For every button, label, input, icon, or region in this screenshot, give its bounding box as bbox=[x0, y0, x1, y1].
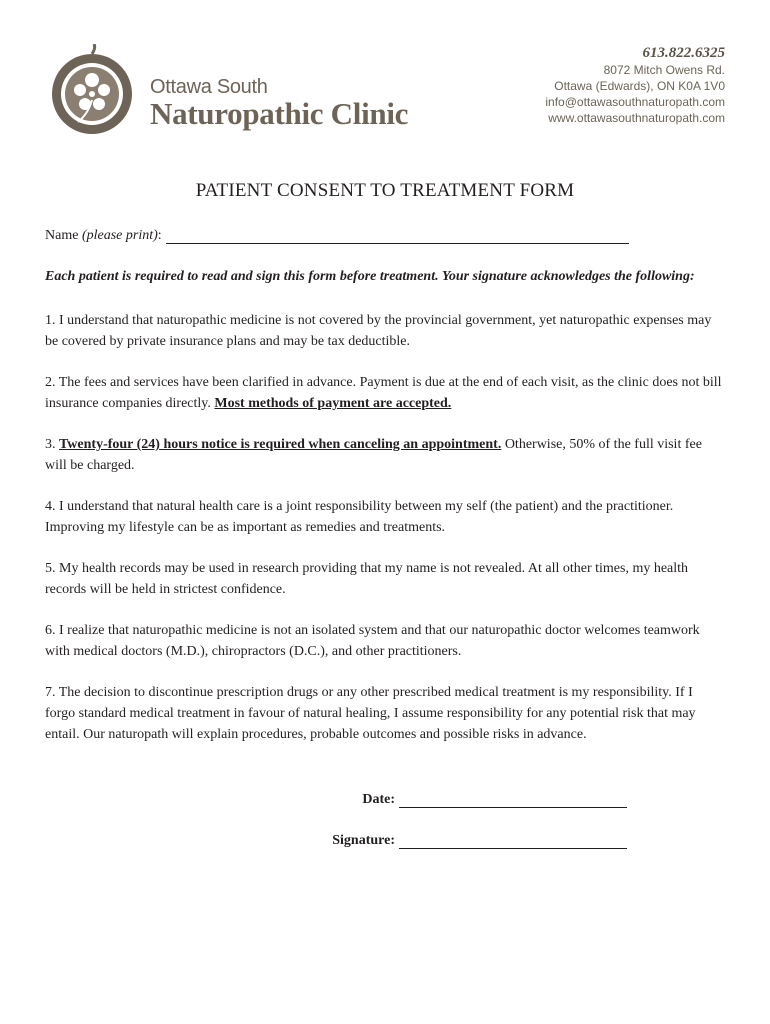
consent-item-2-emphasis: Most methods of payment are accepted. bbox=[214, 396, 452, 411]
brand-subtitle: Ottawa South bbox=[150, 76, 268, 98]
flower-logo-icon bbox=[48, 44, 136, 136]
consent-item-6: 6. I realize that naturopathic medicine is not an isolated system and that our naturopathic doctor welcomes teamwork with medical doctors (M.D.), chiropractors (D.C.), and other practitioners. bbox=[45, 623, 700, 659]
consent-item-3 bbox=[45, 434, 725, 476]
clinic-address-line2: Ottawa (Edwards), ON K0A 1V0 bbox=[554, 79, 725, 93]
consent-item-4: 4. I understand that natural health care is a joint responsibility between my self (the patient) and the practitioner. Improving my lifestyle can be as important as remedies and treatments. bbox=[45, 499, 674, 535]
consent-item-3-emphasis: Twenty-four (24) hours notice is required when canceling an appointment. bbox=[59, 437, 502, 452]
consent-item-2 bbox=[45, 372, 725, 414]
contact-block bbox=[545, 44, 725, 126]
consent-item-7: 7. The decision to discontinue prescription drugs or any other prescribed medical treatment is my responsibility. If I forgo standard medical treatment in favour of natural healing, I assume responsibility for any potential risk that may entail. Our naturopath will explain procedures, probable outcomes and possible risks in advance. bbox=[45, 685, 696, 742]
form-title: PATIENT CONSENT TO TREATMENT FORM bbox=[195, 180, 575, 201]
signature-label: Signature: bbox=[332, 833, 395, 848]
consent-item-5: 5. My health records may be used in research providing that my name is not revealed. At all other times, my health records will be held in strictest confidence. bbox=[45, 561, 689, 597]
clinic-email: info@ottawasouthnaturopath.com bbox=[545, 95, 725, 109]
name-label: Name bbox=[45, 228, 79, 243]
brand-name: Naturopathic Clinic bbox=[150, 96, 409, 131]
clinic-phone: 613.822.6325 bbox=[642, 45, 725, 61]
signature-section bbox=[0, 787, 627, 869]
clinic-address-line1: 8072 Mitch Owens Rd. bbox=[603, 63, 725, 77]
consent-item-3-number: 3. bbox=[45, 437, 59, 452]
consent-item-1: 1. I understand that naturopathic medicine is not covered by the provincial government, yet naturopathic expenses may be covered by private insurance plans and may be tax deductible. bbox=[45, 313, 712, 349]
date-input-line[interactable] bbox=[399, 793, 627, 808]
signature-row bbox=[0, 828, 627, 849]
consent-item-3-tail: Otherwise, 50% of the full visit fee will be charged. bbox=[45, 437, 702, 473]
name-hint: (please print) bbox=[81, 228, 158, 243]
clinic-brand bbox=[150, 76, 408, 130]
name-colon: : bbox=[157, 228, 162, 243]
form-intro: Each patient is required to read and sign this form before treatment. Your signature acknowledges the following: bbox=[45, 269, 695, 284]
consent-items bbox=[45, 310, 725, 765]
date-label: Date: bbox=[362, 792, 395, 807]
date-row bbox=[0, 787, 627, 808]
name-field-row bbox=[45, 228, 629, 244]
name-input-line[interactable] bbox=[166, 229, 629, 244]
signature-input-line[interactable] bbox=[399, 834, 627, 849]
clinic-website: www.ottawasouthnaturopath.com bbox=[548, 111, 725, 125]
consent-item-2-text: 2. The fees and services have been clarified in advance. Payment is due at the end of each visit, as the clinic does not bill insurance companies directly. bbox=[45, 375, 722, 411]
